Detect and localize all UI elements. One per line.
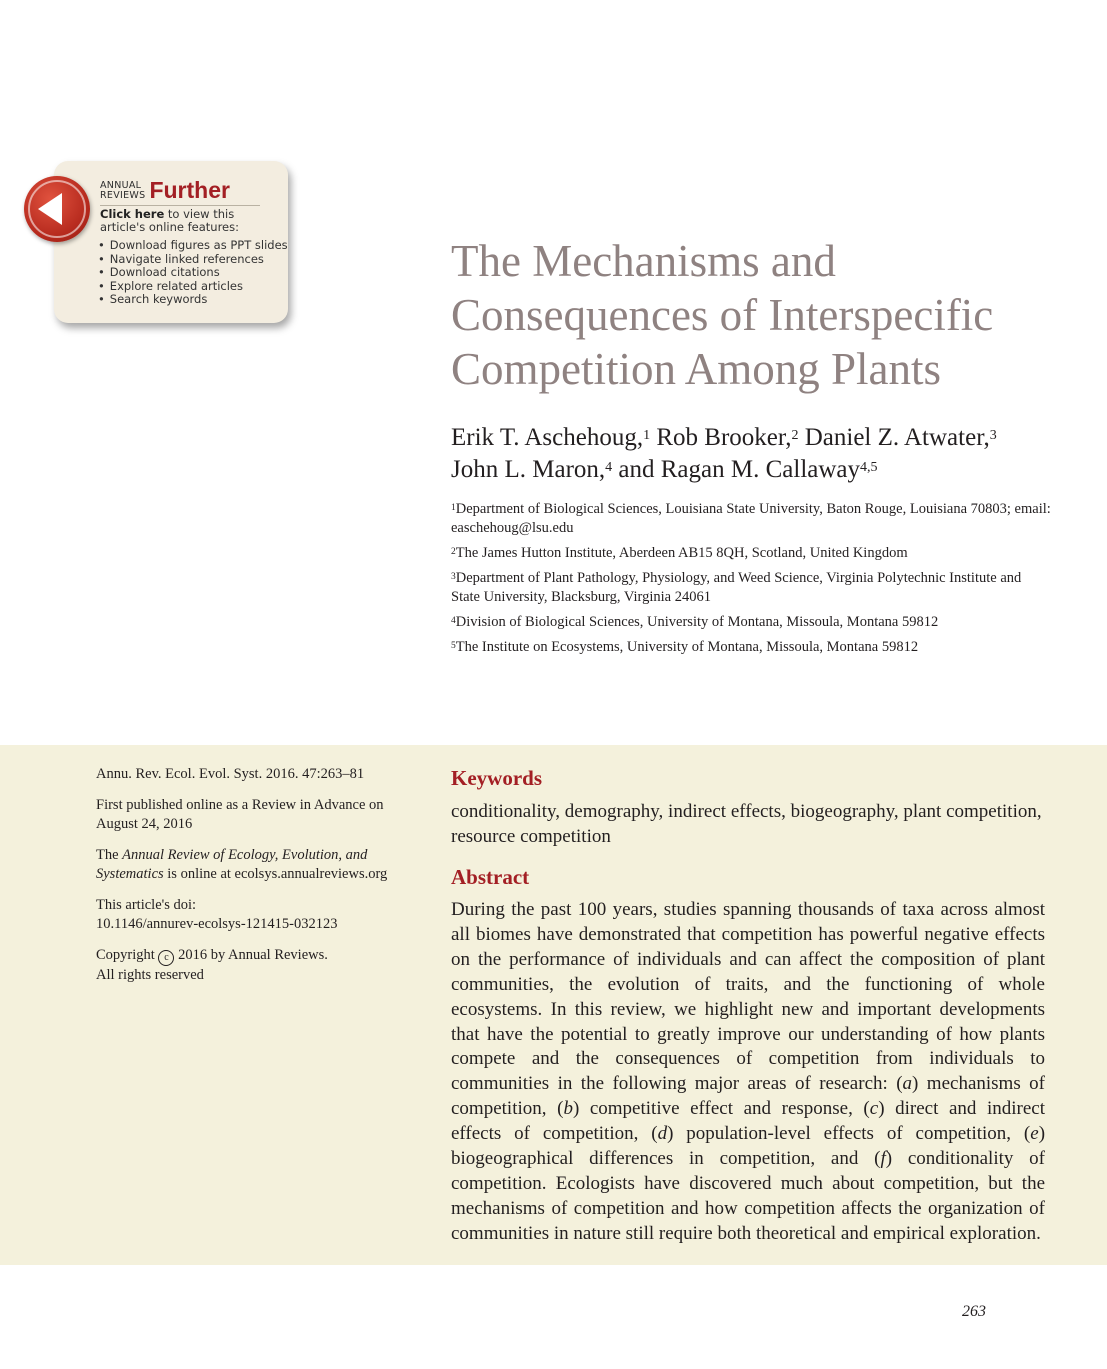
affiliation (451, 638, 1051, 657)
author-list (451, 422, 1091, 486)
author-sup: 2 (791, 428, 799, 443)
citation: Annu. Rev. Ecol. Evol. Syst. 2016. 47:263–81 (96, 766, 365, 782)
click-here-rest: to view this article's online features: (100, 207, 239, 234)
affiliation-text: Department of Plant Pathology, Physiology, and Weed Science, Virginia Polytechnic Institute and State University, Blacksburg, Virginia 24061 (451, 570, 1022, 605)
abstract-segment: During the past 100 years, studies spanning thousands of taxa across almost all biomes have demonstrated that competition has powerful negative effects on the performance of individuals and can affect the composition of plant communities, the evolution of traits, and the functioning of whole ecosystems. In this review, we highlight new and important developments that have the potential to greatly improve our understanding of how plants compete and the consequences of competition from individuals to communities in the following major areas of research: ( (451, 899, 1045, 1095)
affiliation-text: Division of Biological Sciences, University of Montana, Missoula, Montana 59812 (455, 614, 939, 630)
abstract-text (451, 898, 1045, 1247)
publication-meta (96, 765, 416, 996)
affiliation (451, 613, 1051, 632)
journal-online (96, 846, 416, 885)
abstract-enum-letter: a (902, 1073, 913, 1095)
abstract-segment: ) competitive effect and response, ( (572, 1098, 870, 1120)
affiliation-sup: 5 (451, 641, 456, 651)
further-arrow-button[interactable] (24, 176, 90, 242)
affiliation (451, 569, 1051, 607)
abstract-heading: Abstract (451, 865, 530, 889)
feature-item[interactable]: • Search keywords (98, 293, 288, 307)
affiliation-sup: 3 (451, 572, 456, 582)
author-sup: 1 (643, 428, 651, 443)
click-here-link[interactable]: Click here (100, 207, 165, 221)
copyright (96, 946, 416, 986)
author-name: and Ragan M. Callaway (612, 456, 861, 483)
abstract-segment: ) biogeographical differences in competition, and ( (451, 1123, 1046, 1170)
author-name: Daniel Z. Atwater, (798, 424, 990, 451)
title-line: Consequences of Interspecific (451, 290, 994, 340)
rights-text: All rights reserved (96, 966, 204, 983)
feature-item[interactable]: • Navigate linked references (98, 253, 288, 267)
abstract-enum-letter: b (563, 1098, 573, 1120)
feature-item[interactable]: • Explore related articles (98, 280, 288, 294)
further-brand-text: Further (149, 177, 230, 203)
abstract-enum-letter: f (880, 1148, 886, 1170)
further-divider (100, 205, 260, 206)
abstract-segment: ) mechanisms of competition, ( (451, 1073, 1045, 1120)
further-logo (100, 179, 230, 201)
affiliation (451, 500, 1051, 538)
further-feature-list (98, 239, 288, 307)
page-number: 263 (962, 1303, 986, 1320)
abstract-segment: ) conditionality of competition. Ecologists have discovered much about competition, but the mechanisms of competition and how competition affects the organization of communities in nature still require both theoretical and empirical exploration. (451, 1148, 1045, 1244)
author-sup: 4 (605, 460, 613, 475)
author-sup: 3 (989, 428, 997, 443)
affiliation-text: The James Hutton Institute, Aberdeen AB15 8QH, Scotland, United Kingdom (455, 545, 908, 561)
author-name: John L. Maron, (451, 456, 606, 483)
article-title (451, 234, 1071, 396)
keywords-heading: Keywords (451, 766, 542, 790)
title-line: Competition Among Plants (451, 344, 942, 394)
doi-label: This article's doi: (96, 896, 197, 913)
author-name: Rob Brooker, (650, 424, 792, 451)
abstract-enum-letter: e (1030, 1123, 1039, 1145)
abstract-segment: ) population-level effects of competition, ( (667, 1123, 1031, 1145)
doi-block (96, 896, 416, 935)
journal-name: Annual Review of Ecology, Evolution, and Systematics (96, 846, 368, 882)
keywords-text: conditionality, demography, indirect effects, biogeography, plant competition, resource competition (451, 801, 1042, 847)
published-date: First published online as a Review in Advance on August 24, 2016 (96, 796, 384, 832)
abstract-segment: ) direct and indirect effects of competition, ( (451, 1098, 1045, 1145)
affiliation-sup: 4 (451, 616, 456, 626)
affiliation-text: The Institute on Ecosystems, University of Montana, Missoula, Montana 59812 (455, 639, 919, 655)
copyright-post: 2016 by Annual Reviews. (174, 946, 328, 963)
copyright-pre: Copyright (96, 946, 159, 963)
author-name: Erik T. Aschehoug, (451, 424, 644, 451)
journal-online-url[interactable]: is online at ecolsys.annualreviews.org (163, 866, 388, 882)
annual-reviews-label: ANNUAL REVIEWS (100, 180, 146, 201)
doi-value[interactable]: 10.1146/annurev-ecolsys-121415-032123 (96, 916, 338, 932)
left-arrow-icon (24, 176, 90, 242)
affiliation (451, 544, 1051, 563)
feature-item[interactable]: • Download figures as PPT slides (98, 239, 288, 253)
further-description (100, 208, 280, 234)
abstract-enum-letter: d (657, 1123, 668, 1145)
copyright-icon: c (158, 950, 174, 966)
journal-online-pre: The (96, 846, 123, 863)
feature-item[interactable]: • Download citations (98, 266, 288, 280)
affiliation-list (451, 500, 1051, 663)
affiliation-sup: 1 (451, 503, 456, 513)
affiliation-text: Department of Biological Sciences, Louisiana State University, Baton Rouge, Louisiana 70803; email: easchehoug@lsu.edu (451, 501, 1051, 536)
author-sup: 4,5 (860, 460, 878, 475)
affiliation-sup: 2 (451, 547, 456, 557)
abstract-enum-letter: c (869, 1098, 879, 1120)
title-line: The Mechanisms and (451, 236, 836, 286)
